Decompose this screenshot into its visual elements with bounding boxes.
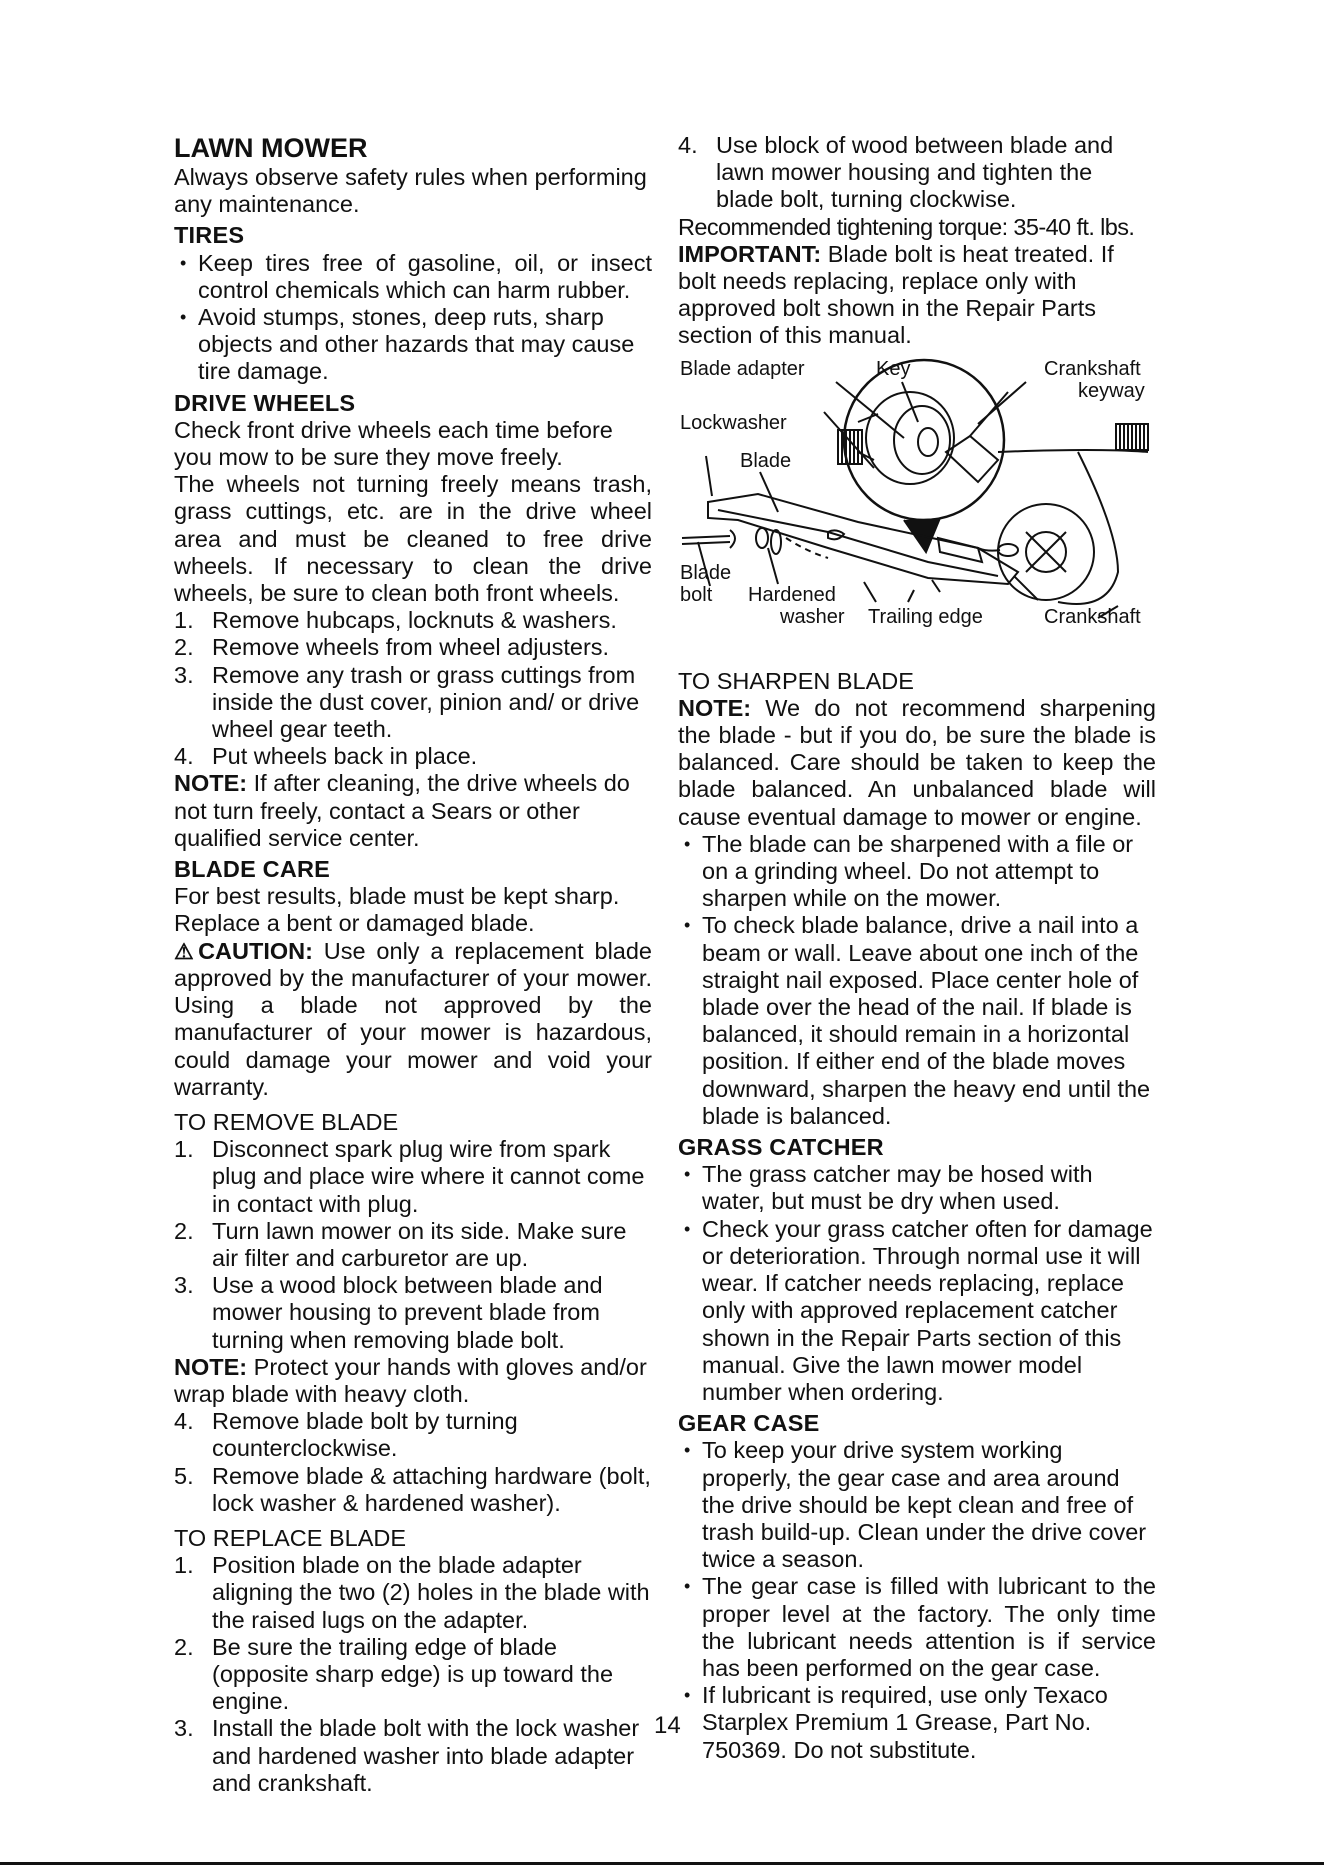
label-crankshaft-keyway-2: keyway [1078, 379, 1145, 402]
list-item: 4. Remove blade bolt by turning counterclockwise. [174, 1408, 518, 1462]
label-hardened-washer-1: Hardened [748, 583, 836, 606]
bottom-divider [0, 1862, 1324, 1865]
list-item: 1. Disconnect spark plug wire from spark plug and place wire where it cannot come in contact with plug. [174, 1136, 645, 1217]
label-blade-bolt-2: bolt [680, 583, 713, 606]
blade-care-para: For best results, blade must be kept sharp. Replace a bent or damaged blade. [174, 883, 620, 937]
replace-blade-steps [174, 1552, 652, 1797]
page-number: 14 [654, 1712, 681, 1739]
list-item: • Keep tires free of gasoline, oil, or insect control chemicals which can harm rubber. [174, 250, 652, 304]
label-blade: Blade [740, 449, 792, 472]
important-note: IMPORTANT: Blade bolt is heat treated. If bolt needs replacing, replace only with approved bolt shown in the Repair Parts section of this manual. [678, 240, 1114, 349]
list-item: • To keep your drive system working properly, the gear case and area around the drive should be kept clean and free of trash build-up. Clean under the drive cover twice a season. [678, 1437, 1156, 1573]
list-item: 2. Turn lawn mower on its side. Make sure air filter and carburetor are up. [174, 1217, 627, 1271]
label-key: Key [876, 357, 911, 380]
heading-tires: TIRES [174, 222, 245, 249]
list-item: • The grass catcher may be hosed with water, but must be dry when used. [678, 1161, 1156, 1215]
heading-sharpen-blade: TO SHARPEN BLADE [678, 667, 914, 694]
label-lockwasher: Lockwasher [680, 411, 787, 434]
label-trailing-edge: Trailing edge [868, 605, 983, 628]
remove-blade-note: NOTE: Protect your hands with gloves and/or wrap blade with heavy cloth. [174, 1353, 647, 1407]
remove-blade-steps-2 [174, 1408, 652, 1517]
drive-wheels-para1: Check front drive wheels each time before you mow to be sure they move freely. [174, 416, 613, 471]
list-item: • To check blade balance, drive a nail into a beam or wall. Leave about one inch of the straight nail exposed. Place center hole of blade over the head of the nail. If blade is balanced, it should remain in a horizontal position. If either end of the blade moves downward, sharpen the heavy end until the blade is balanced. [678, 912, 1156, 1130]
list-item: 3. Install the blade bolt with the lock washer and hardened washer into blade adapter and crankshaft. [174, 1715, 640, 1796]
label-crankshaft-keyway-1: Crankshaft [1044, 357, 1141, 380]
list-item: • If lubricant is required, use only Texaco Starplex Premium 1 Grease, Part No. 750369. Do not substitute. [678, 1682, 1156, 1764]
intro-text: Always observe safety rules when performing any maintenance. [174, 164, 647, 218]
heading-blade-care: BLADE CARE [174, 856, 331, 883]
list-item: 5. Remove blade & attaching hardware (bolt, lock washer & hardened washer). [174, 1462, 651, 1516]
drive-wheels-para2: The wheels not turning freely means trash, grass cuttings, etc. are in the drive wheel area and must be cleaned to free drive wheels. If necessary to clean the drive wheels, be sure to clean both front wheels. [174, 471, 652, 607]
blade-care-caution: ⚠CAUTION: Use only a replacement blade approved by the manufacturer of your mower. Using a blade not approved by the manufacturer of your mower is hazardous, could damage your mower and void your warranty. [174, 937, 652, 1100]
torque-spec: Recommended tightening torque: 35-40 ft. lbs. [678, 213, 1135, 240]
list-item: • Avoid stumps, stones, deep ruts, sharp objects and other hazards that may cause tire damage. [174, 304, 652, 386]
gear-case-list [678, 1437, 1156, 1763]
list-item: • The gear case is filled with lubricant to the proper level at the factory. The only time the lubricant needs attention is if service has been performed on the gear case. [678, 1573, 1156, 1682]
list-item: 3. Use a wood block between blade and mower housing to prevent blade from turning when removing blade bolt. [174, 1272, 603, 1353]
label-blade-adapter: Blade adapter [680, 357, 805, 380]
left-column [174, 132, 652, 1797]
list-item: 4. Use block of wood between blade and lawn mower housing and tighten the blade bolt, turning clockwise. [678, 132, 1114, 213]
list-item: 2. Be sure the trailing edge of blade (opposite sharp edge) is up toward the engine. [174, 1633, 614, 1715]
list-item: 3. Remove any trash or grass cuttings from inside the dust cover, pinion and/ or drive wheel gear teeth. [174, 661, 640, 743]
list-item: • Check your grass catcher often for damage or deterioration. Through normal use it will wear. If catcher needs replacing, replace only with approved replacement catcher shown in the Repair Parts section of this manual. Give the lawn mower model number when ordering. [678, 1216, 1156, 1406]
label-blade-bolt-1: Blade [680, 561, 732, 584]
section-title-lawn-mower: LAWN MOWER [174, 133, 368, 163]
replace-blade-step-4 [678, 132, 1156, 214]
list-item: • The blade can be sharpened with a file or on a grinding wheel. Do not attempt to sharpen while on the mower. [678, 831, 1156, 913]
list-item: 2. Remove wheels from wheel adjusters. [174, 634, 610, 661]
list-item: 1. Position blade on the blade adapter aligning the two (2) holes in the blade with the raised lugs on the adapter. [174, 1552, 650, 1633]
heading-grass-catcher: GRASS CATCHER [678, 1134, 884, 1161]
drive-wheels-steps [174, 607, 652, 770]
heading-replace-blade: TO REPLACE BLADE [174, 1524, 407, 1551]
sharpen-note: NOTE: We do not recommend sharpening the blade - but if you do, be sure the blade is balanced. Care should be taken to keep the blade balanced. An unbalanced blade will cause eventual damage to mower or engine. [678, 694, 1156, 830]
sharpen-list [678, 831, 1156, 1130]
grass-catcher-list [678, 1161, 1156, 1406]
heading-drive-wheels: DRIVE WHEELS [174, 389, 356, 416]
remove-blade-steps [174, 1136, 652, 1354]
list-item: 4. Put wheels back in place. [174, 743, 478, 770]
label-crankshaft: Crankshaft [1044, 605, 1141, 628]
blade-assembly-diagram [678, 352, 1156, 662]
heading-remove-blade: TO REMOVE BLADE [174, 1108, 399, 1135]
label-hardened-washer-2: washer [780, 605, 845, 628]
list-item: 1. Remove hubcaps, locknuts & washers. [174, 607, 617, 634]
warning-icon: ⚠ [174, 938, 199, 964]
right-column [678, 132, 1156, 1764]
heading-gear-case: GEAR CASE [678, 1410, 820, 1437]
tires-list [174, 250, 652, 386]
drive-wheels-note: NOTE: If after cleaning, the drive wheels do not turn freely, contact a Sears or other qualified service center. [174, 770, 630, 851]
